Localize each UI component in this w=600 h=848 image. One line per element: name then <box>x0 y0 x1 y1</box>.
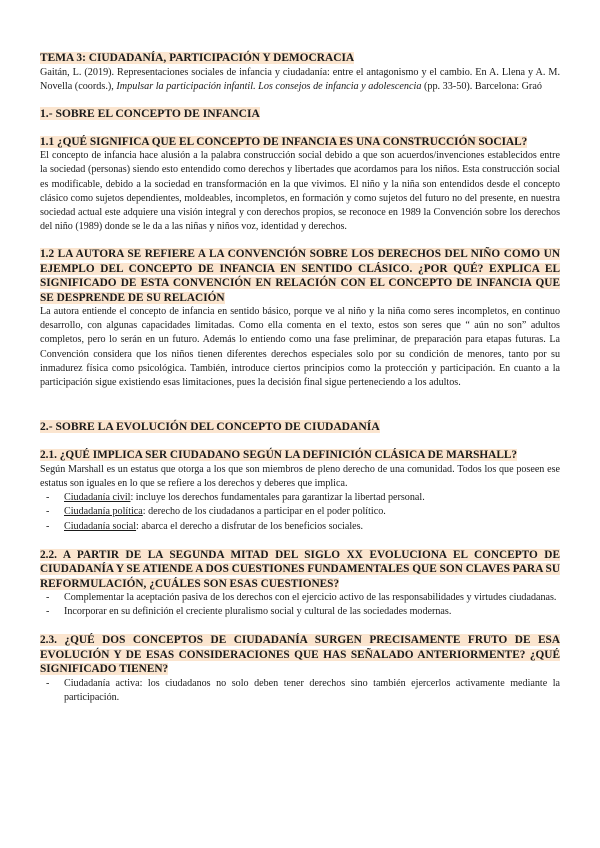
list-item-term: Ciudadanía social <box>64 520 137 532</box>
question-heading: 2.2. A PARTIR DE LA SEGUNDA MITAD DEL SIGLO XX EVOLUCIONA EL CONCEPTO DE CIUDADANÍA Y SE ATIENDE A DOS CUESTIONES FUNDAMENTALES QUE SON CLAVES PARA SU REFORMULACIÓN, ¿CUÁLES SON ESAS CUESTIONES? <box>40 548 560 590</box>
section-heading: 2.- SOBRE LA EVOLUCIÓN DEL CONCEPTO DE CIUDADANÍA <box>40 420 380 434</box>
bibliographic-reference <box>40 66 560 95</box>
list-item <box>40 491 560 505</box>
list-item-text: : abarca el derecho a disfrutar de los beneficios sociales. <box>136 520 364 532</box>
question-heading: 1.2 LA AUTORA SE REFIERE A LA CONVENCIÓN SOBRE LOS DERECHOS DEL NIÑO COMO UN EJEMPLO DEL CONCEPTO DE INFANCIA EN SENTIDO CLÁSICO. ¿POR QUÉ? EXPLICA EL SIGNIFICADO DE ESTA CONVENCIÓN EN RELACIÓN CON EL CONCEPTO DE INFANCIA QUE SE DESPRENDE DE SU RELACIÓN <box>40 248 560 304</box>
list-item-text: Complementar la aceptación pasiva de los derechos con el ejercicio activo de las responsabilidades y virtudes ciudadanas. <box>64 591 557 603</box>
question-heading: 2.1. ¿QUÉ IMPLICA SER CIUDADANO SEGÚN LA DEFINICIÓN CLÁSICA DE MARSHALL? <box>40 449 518 462</box>
question-1-1 <box>40 135 560 235</box>
list-item-text: : incluye los derechos fundamentales para garantizar la libertad personal. <box>130 492 425 504</box>
reference-book-title: Impulsar la participación infantil. Los consejos de infancia y adolescencia <box>116 81 422 93</box>
list-item <box>40 677 560 705</box>
section-1 <box>40 107 560 121</box>
list-item <box>40 605 560 619</box>
title-block <box>40 48 560 66</box>
question-2-3 <box>40 633 560 705</box>
answer-paragraph: Según Marshall es un estatus que otorga a los que son miembros de pleno derecho de una comunidad. Todos los que poseen ese estatus son iguales en lo que se refiere a los derechos y deberes que implica. <box>40 463 560 489</box>
list-item <box>40 505 560 519</box>
reference-text: Gaitán, L. (2019). Representaciones sociales de infancia y ciudadanía: entre el antagonismo y el cambio. En A. Llena y A. M. Novella (coords.), <box>40 67 560 93</box>
question-1-2 <box>40 247 560 390</box>
list-item <box>40 591 560 605</box>
question-2-2 <box>40 548 560 620</box>
section-2 <box>40 420 560 434</box>
question-heading: 2.3. ¿QUÉ DOS CONCEPTOS DE CIUDADANÍA SURGEN PRECISAMENTE FRUTO DE ESA EVOLUCIÓN Y DE ESAS CONSIDERACIONES QUE HAS SEÑALADO ANTERIORMENTE? ¿QUÉ SIGNIFICADO TIENEN? <box>40 634 560 676</box>
list-item-text: Ciudadanía activa: los ciudadanos no solo deben tener derechos sino también ejercerlos activamente mediante la participación. <box>64 677 560 703</box>
bullet-list <box>40 677 560 705</box>
question-heading: 1.1 ¿QUÉ SIGNIFICA QUE EL CONCEPTO DE INFANCIA ES UNA CONSTRUCCIÓN SOCIAL? <box>40 135 528 148</box>
bullet-list <box>40 491 560 534</box>
list-item <box>40 520 560 534</box>
document-title: TEMA 3: CIUDADANÍA, PARTICIPACIÓN Y DEMOCRACIA <box>40 52 355 64</box>
list-item-text: : derecho de los ciudadanos a participar en el poder político. <box>142 506 386 518</box>
list-item-term: Ciudadanía civil <box>64 492 131 504</box>
list-item-text: Incorporar en su definición el creciente pluralismo social y cultural de las sociedades modernas. <box>64 606 452 618</box>
reference-pages-publisher: (pp. 33-50). Barcelona: Graó <box>423 81 542 93</box>
answer-paragraph: La autora entiende el concepto de infancia en sentido básico, porque ve al niño y la niña como seres incompletos, en continuo desarrollo, con algunas capacidades limitadas. Como ella comenta en el texto, estos son seres que “ aún no son” adultos completos, pero lo serán en un futuro. Además lo entiendo como una fase preliminar, de preparación para etapas futuras. La Convención considera que los niños tienen diferentes derechos especiales solo por su condición de menores, tanto por su inmadurez física como psicológica. También, introduce ciertos principios como la protección y participación. En cuanto a la participación sigue existiendo esas limitaciones, pues la decisión final sigue perteneciendo a los adultos. <box>40 306 560 389</box>
list-item-term: Ciudadanía política <box>64 506 143 518</box>
question-2-1 <box>40 448 560 533</box>
bullet-list <box>40 591 560 619</box>
section-heading: 1.- SOBRE EL CONCEPTO DE INFANCIA <box>40 106 260 120</box>
document-page <box>40 48 560 705</box>
answer-paragraph: El concepto de infancia hace alusión a la palabra construcción social debido a que son acuerdos/invenciones establecidos entre la sociedad (personas) siendo esto entendido como derechos y libertades que acordamos para los niños. Esta construcción social es modificable, debido a la sociedad en transformación en la que vivimos. El niño y la niña son entendidos desde el concepto clásico como sujetos dependientes, moldeables, incompletos, en formación y como sujetos del futuro no del presente, en nuestra sociedad actual este adquiere una visión integral y con derechos propios, se reconoce en 1989 la Convención sobre los derechos del niño (1989) donde se le da a las niñas y niños voz, identidad y derechos. <box>40 150 560 233</box>
